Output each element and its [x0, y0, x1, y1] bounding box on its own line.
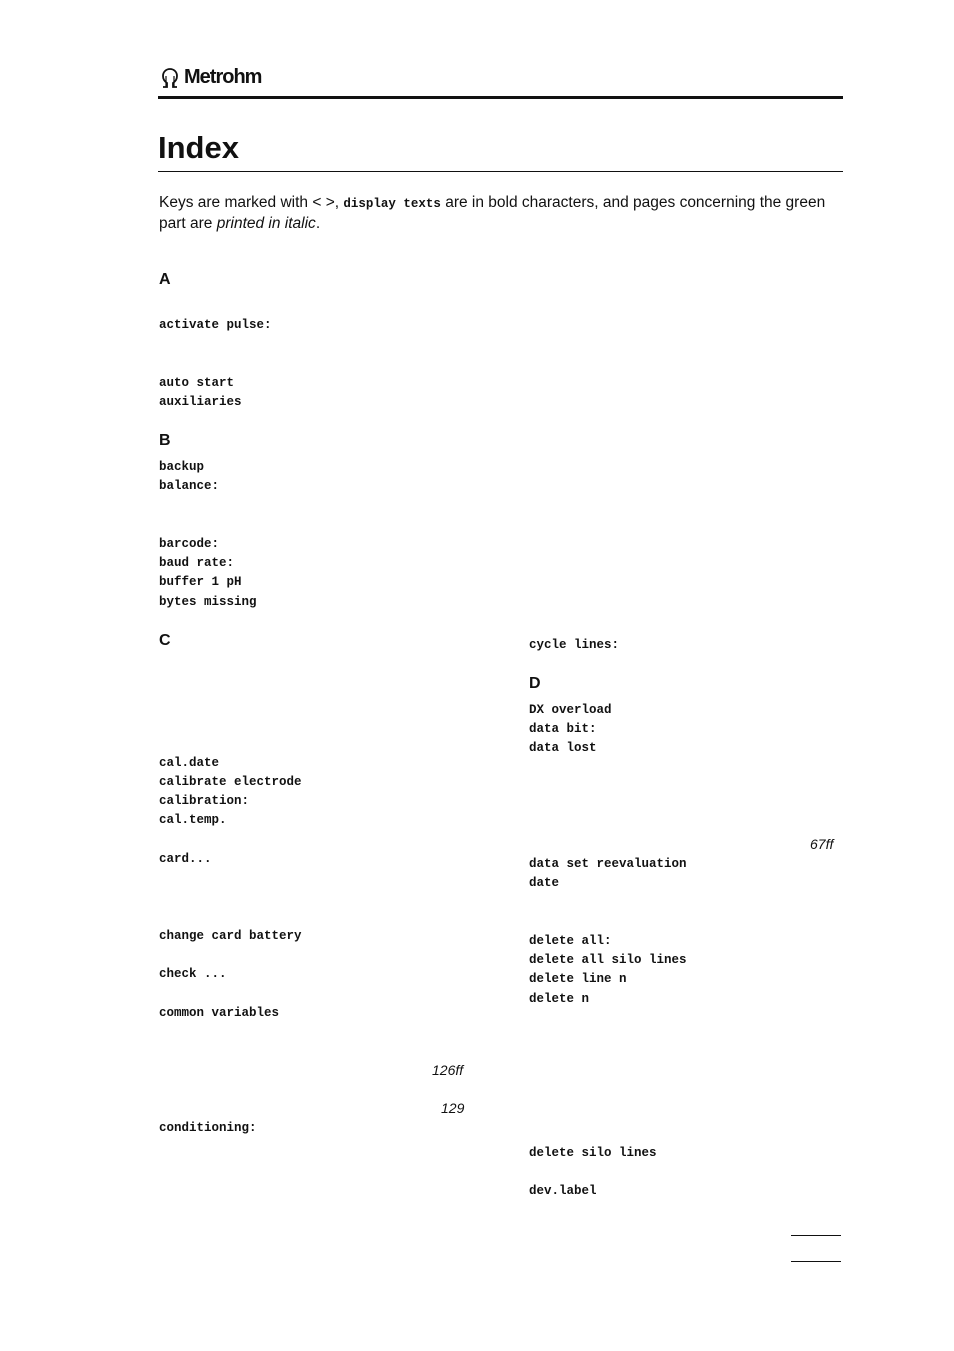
index-entry: DX overload — [529, 703, 612, 717]
index-entry: cal.temp. — [159, 813, 227, 827]
omega-icon — [160, 67, 180, 89]
intro-text-2: are in bold characters, and pages concerning the green part are — [159, 194, 826, 232]
page-title: Index — [158, 130, 239, 165]
index-entry: data set reevaluation — [529, 857, 687, 871]
index-entry: date — [529, 876, 560, 890]
title-divider — [158, 171, 843, 172]
metrohm-logo — [160, 66, 261, 89]
index-entry: delete line n — [529, 972, 627, 986]
intro-display-texts: display texts — [343, 197, 441, 211]
index-entry: card... — [159, 852, 212, 866]
index-entry: common variables — [159, 1006, 280, 1020]
letter-heading-a: A — [159, 271, 171, 288]
index-entry: data bit: — [529, 722, 597, 736]
page-number: 67ff — [810, 836, 834, 852]
index-entry: barcode: — [159, 537, 220, 551]
footer-rule — [791, 1261, 841, 1262]
index-entry: delete all silo lines — [529, 953, 687, 967]
page-header — [158, 66, 843, 99]
index-entry: conditioning: — [159, 1121, 257, 1135]
logo-text: Metrohm — [184, 66, 262, 88]
index-entry: cycle lines: — [529, 638, 620, 652]
page-number: 126ff — [432, 1062, 464, 1078]
letter-heading-d: D — [529, 675, 541, 692]
index-entry: auto start — [159, 376, 235, 390]
index-entry: check ... — [159, 967, 227, 981]
footer-rule — [791, 1235, 841, 1236]
index-entry: calibration: — [159, 794, 250, 808]
index-entry: cal.date — [159, 756, 220, 770]
index-entry: dev.label — [529, 1184, 597, 1198]
intro-text-1: Keys are marked with < >, — [159, 194, 344, 211]
index-entry: delete silo lines — [529, 1146, 657, 1160]
index-entry: change card battery — [159, 929, 302, 943]
index-entry: backup — [159, 460, 205, 474]
index-entry: balance: — [159, 479, 220, 493]
letter-heading-b: B — [159, 432, 171, 449]
index-entry: data lost — [529, 741, 597, 755]
letter-heading-c: C — [159, 632, 171, 649]
index-entry: delete all: — [529, 934, 612, 948]
intro-italic: printed in italic — [216, 215, 316, 232]
index-entry: buffer 1 pH — [159, 575, 242, 589]
page-number: 129 — [441, 1100, 465, 1116]
intro-paragraph — [159, 193, 839, 233]
index-entry: calibrate electrode — [159, 775, 302, 789]
index-entry: auxiliaries — [159, 395, 242, 409]
index-entry: baud rate: — [159, 556, 235, 570]
index-entry: bytes missing — [159, 595, 257, 609]
intro-text-3: . — [315, 215, 321, 232]
index-entry: delete n — [529, 992, 590, 1006]
index-entry: activate pulse: — [159, 318, 272, 332]
